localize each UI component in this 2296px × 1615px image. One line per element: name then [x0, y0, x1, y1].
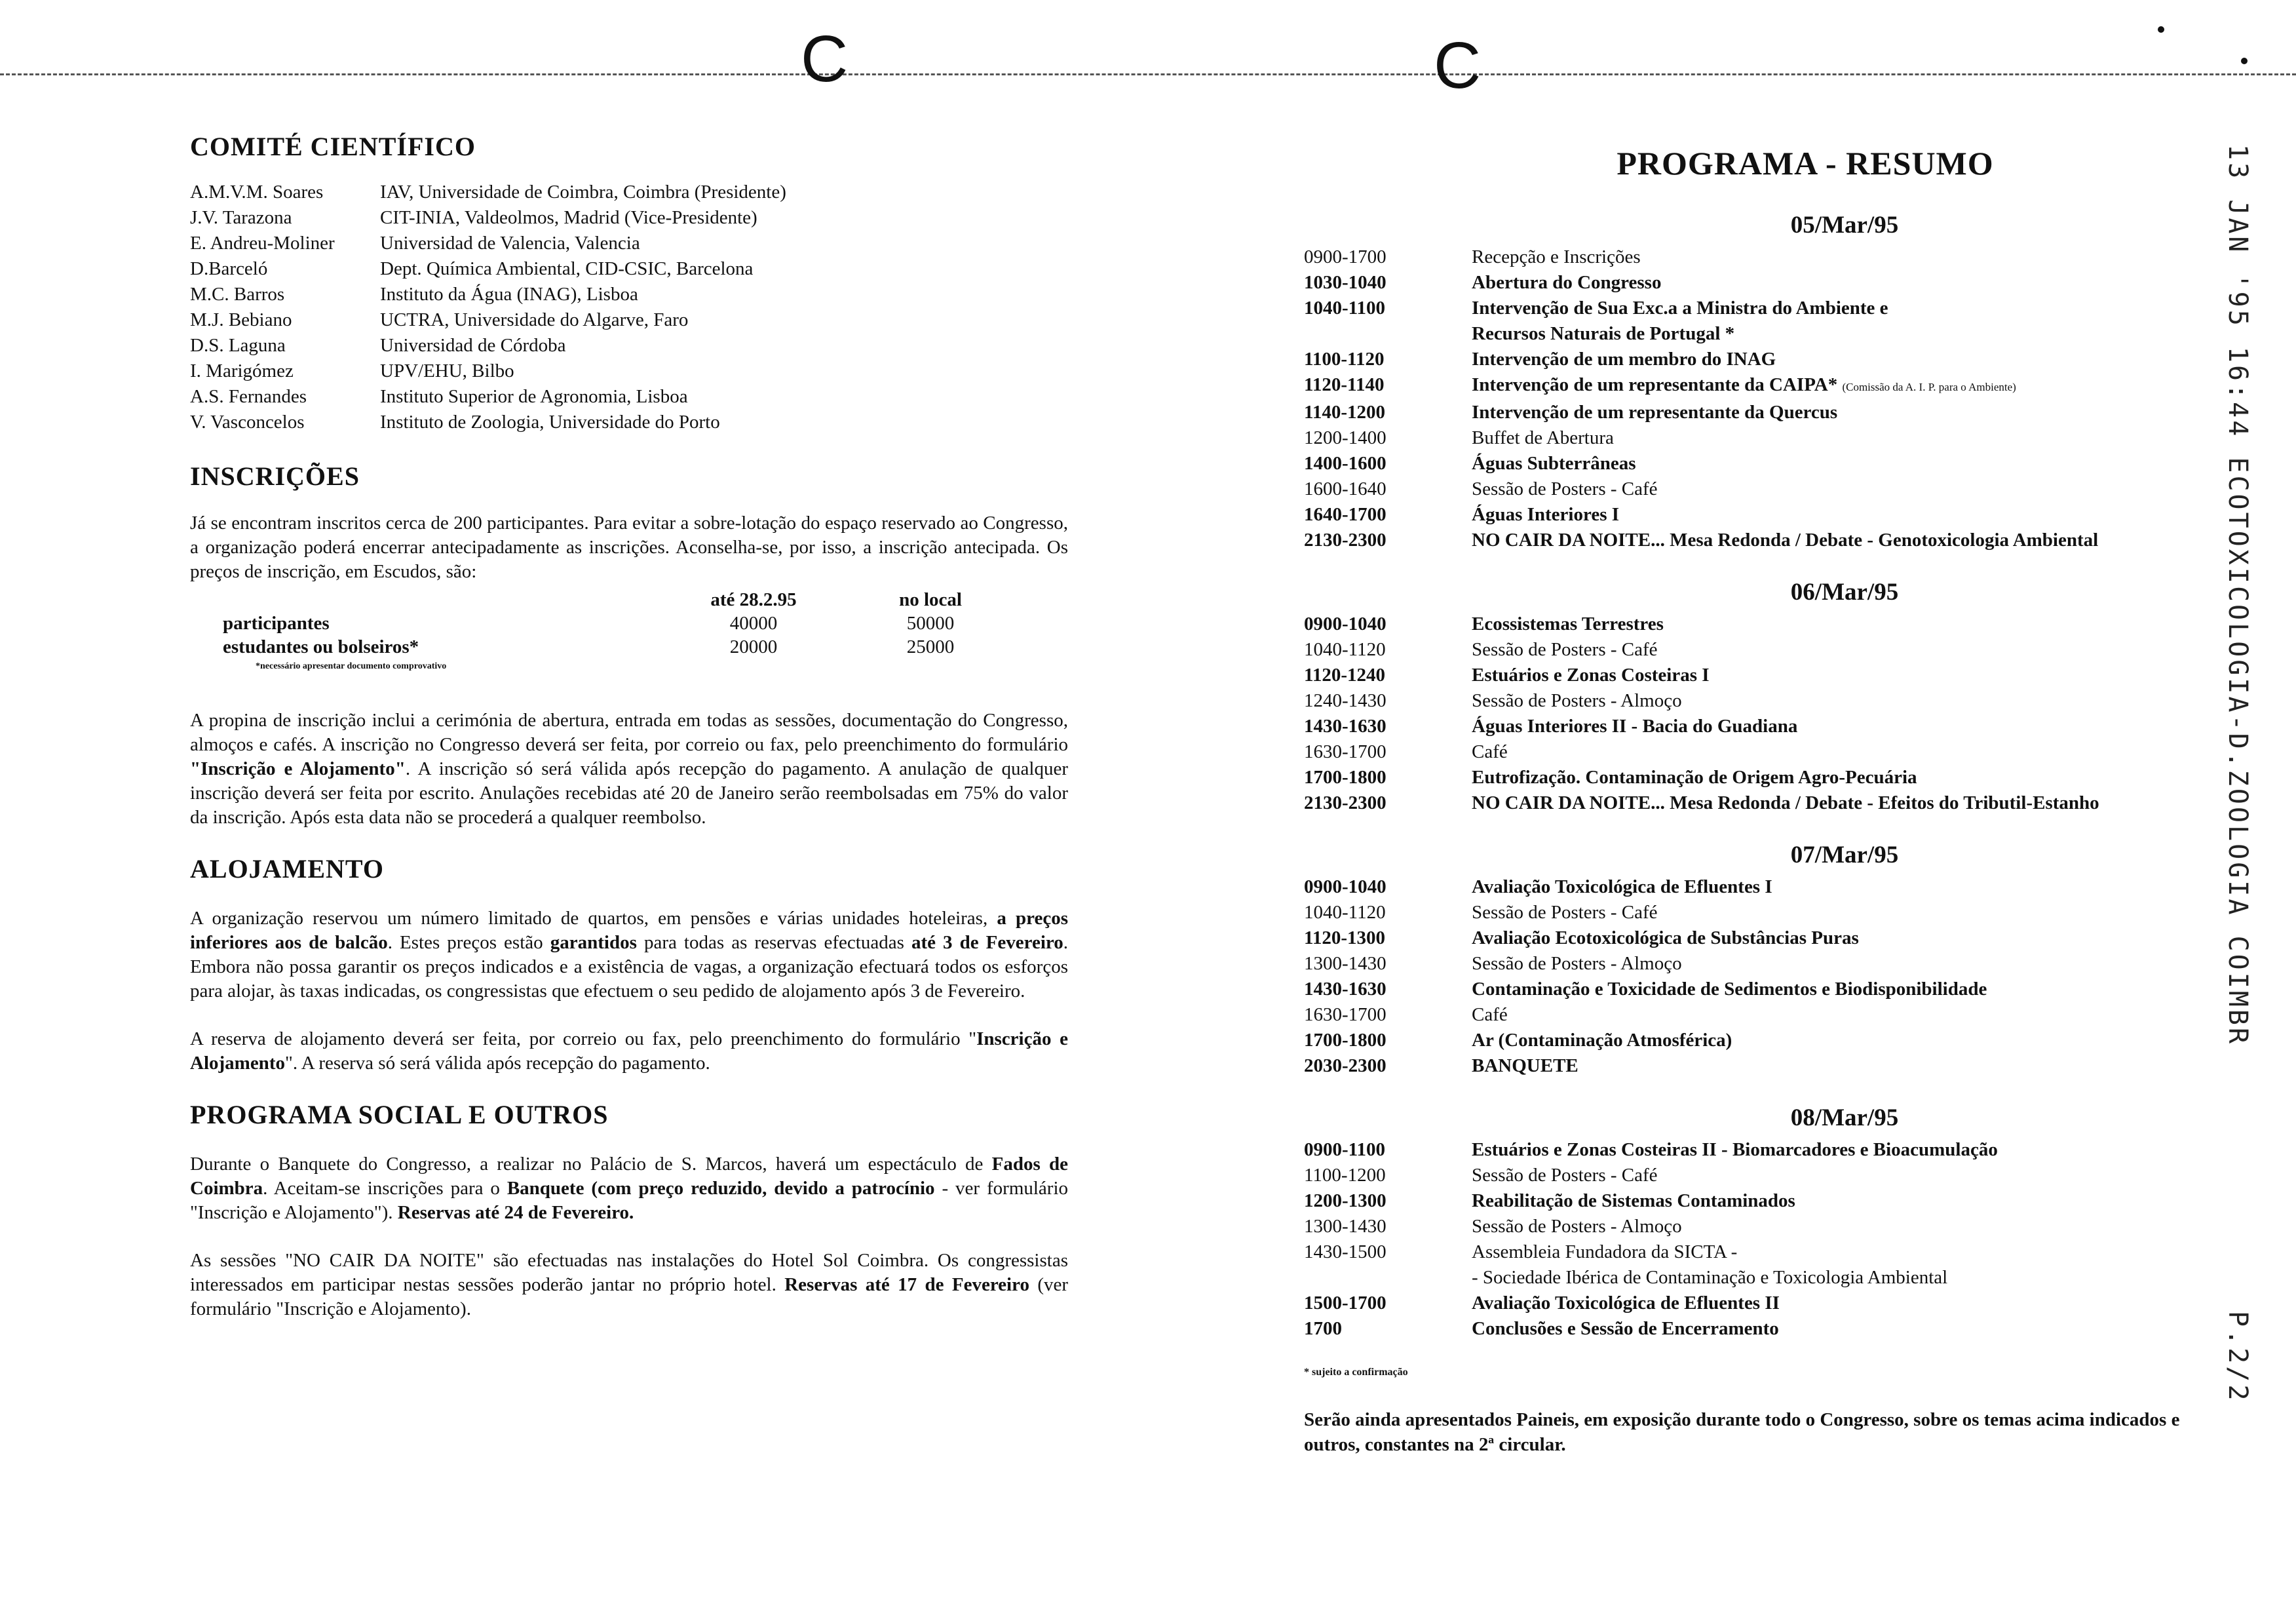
program-item-time: 1500-1700 [1304, 1293, 1387, 1313]
text-run-bold: Inscrição e Alojamento [190, 1028, 1068, 1074]
program-item-text: Avaliação Toxicológica de Efluentes II [1472, 1293, 1780, 1313]
program-item [1304, 528, 2254, 553]
program-item-description [1472, 977, 2254, 1002]
program-closing-note: Serão ainda apresentados Paineis, em exposição durante todo o Congresso, sobre os temas acima indicados e outros, constantes na 2ª circular. [1304, 1409, 2180, 1455]
program-item-text: Café [1472, 741, 1508, 762]
program-item-time: 1300-1430 [1304, 1216, 1387, 1237]
program-item-text: BANQUETE [1472, 1055, 1578, 1076]
price-row [223, 635, 1009, 659]
program-item-text: Estuários e Zonas Costeiras II - Biomarcadores e Bioacumulação [1472, 1139, 1998, 1160]
committee-member-affiliation: Instituto da Água (INAG), Lisboa [380, 284, 638, 305]
program-item-time: 1630-1700 [1304, 741, 1387, 762]
text-run-bold: garantidos [550, 932, 637, 953]
text-run: A organização reservou um número limitado de quartos, em pensões e várias unidades hoteleiras, [190, 908, 988, 929]
text-run: As sessões "NO CAIR DA NOITE" são efectuadas nas instalações do Hotel Sol Coimbra. Os congressistas interessados em participar nestas sessões poderão jantar no próprio hotel. [190, 1250, 1068, 1295]
program-item-time: 1120-1140 [1304, 374, 1385, 395]
program-item-description [1472, 244, 2254, 270]
program-item-description [1472, 1163, 2254, 1188]
price-row [223, 612, 1009, 635]
program-item-text: Café [1472, 1004, 1508, 1025]
committee-list [190, 180, 1068, 435]
program-item-text: Recepção e Inscrições [1472, 246, 1641, 267]
committee-member-affiliation: Instituto de Zoologia, Universidade do Porto [380, 412, 720, 433]
social-paragraph-1 [190, 1152, 1068, 1225]
program-item-note: (Comissão da A. I. P. para o Ambiente) [1842, 381, 2016, 393]
program-item-text: Recursos Naturais de Portugal * [1472, 323, 1735, 344]
right-column [1304, 131, 2254, 1457]
fax-transmission-header: 13 JAN '95 16:44 ECOTOXICOLOGIA-D.ZOOLOGIA COIMBR [2223, 144, 2253, 1047]
program-item-description [1472, 739, 2254, 765]
price-table [223, 588, 1009, 659]
program-item-description [1472, 1137, 2254, 1163]
inscricoes-paragraph [190, 709, 1068, 830]
committee-member-affiliation: Dept. Química Ambiental, CID-CSIC, Barcelona [380, 258, 754, 279]
program-item-description [1472, 1053, 2254, 1079]
program-item-text: Águas Interiores I [1472, 504, 1620, 525]
text-run: . Embora não possa garantir os preços indicados e a existência de vagas, a organização efectuará todos os esforços para alojar, às taxas indicadas, os congressistas que efectuem o seu pedido de alojamento após 3 de Fevereiro. [190, 932, 1069, 1002]
program-item [1304, 1163, 2254, 1188]
social-title: PROGRAMA SOCIAL E OUTROS [190, 1100, 609, 1129]
inscricoes-title: INSCRIÇÕES [190, 461, 360, 491]
program-item-text: Intervenção de Sua Exc.a a Ministra do Ambiente e [1472, 298, 1888, 319]
price-label: estudantes ou bolseiros* [223, 636, 419, 657]
program-item-time: 1120-1240 [1304, 665, 1386, 686]
text-run: A reserva de alojamento deverá ser feita, por correio ou fax, pelo preenchimento do formulário " [190, 1028, 977, 1049]
program-item [1304, 925, 2254, 951]
program-item-text: Águas Interiores II - Bacia do Guadiana [1472, 716, 1798, 737]
program-item-text: Intervenção de um membro do INAG [1472, 349, 1776, 370]
program-item-time: 1100-1120 [1304, 349, 1385, 370]
text-run: - ver formulário "Inscrição e Alojamento"). [190, 1178, 1069, 1223]
program-item-time: 1430-1500 [1304, 1241, 1387, 1262]
program-item-time: 0900-1040 [1304, 613, 1387, 634]
price-local: 25000 [906, 636, 955, 657]
program-item-text: Sessão de Posters - Almoço [1472, 690, 1682, 711]
program-item-time [1304, 1265, 1472, 1291]
program-item [1304, 244, 2254, 270]
program-item-text: Intervenção de um representante da CAIPA* [1472, 374, 1838, 395]
program-item-text: Sessão de Posters - Café [1472, 478, 1658, 499]
program-item-text: Sessão de Posters - Almoço [1472, 953, 1682, 974]
program-item-text: Conclusões e Sessão de Encerramento [1472, 1318, 1779, 1339]
program-item-text: Buffet de Abertura [1472, 427, 1614, 448]
program-item-description [1472, 790, 2254, 816]
program-item [1304, 400, 2254, 425]
program-item-description [1472, 477, 2254, 502]
speck [2158, 26, 2164, 33]
program-item-time: 1630-1700 [1304, 1004, 1387, 1025]
left-column [190, 131, 1068, 1345]
program-item-time: 2130-2300 [1304, 792, 1387, 813]
program-item-text: Avaliação Ecotoxicológica de Substâncias Puras [1472, 927, 1859, 948]
text-run: (ver formulário "Inscrição e Alojamento). [190, 1274, 1069, 1319]
committee-member-name: E. Andreu-Moliner [190, 233, 335, 254]
program-item [1304, 790, 2254, 816]
alojamento-title: ALOJAMENTO [190, 854, 384, 884]
program-item-description [1472, 1214, 2254, 1239]
program-item [1304, 1265, 2254, 1291]
program-item-time: 1200-1300 [1304, 1190, 1387, 1211]
program-item-description [1472, 451, 2254, 477]
program-item-description [1472, 528, 2254, 553]
program-item-time: 1700-1800 [1304, 1030, 1387, 1051]
inscricoes-intro: Já se encontram inscritos cerca de 200 participantes. Para evitar a sobre-lotação do espaço reservado ao Congresso, a organização poderá encerrar antecipadamente as inscrições. Aconselha-se, por isso, a inscrição antecipada. Os preços de inscrição, em Escudos, são: [190, 513, 1068, 582]
program-item-description [1472, 1291, 2254, 1316]
committee-member-affiliation: IAV, Universidade de Coimbra, Coimbra (Presidente) [380, 182, 786, 203]
program-item-time: 0900-1700 [1304, 246, 1387, 267]
program-item-time: 1240-1430 [1304, 690, 1387, 711]
program-item-description [1472, 900, 2254, 925]
committee-member-affiliation: Universidad de Córdoba [380, 335, 566, 356]
program-item-text: Sessão de Posters - Café [1472, 1165, 1658, 1186]
program-item [1304, 1137, 2254, 1163]
program-item-description [1472, 951, 2254, 977]
text-run-bold: até 3 de Fevereiro [911, 932, 1063, 953]
program-item-time: 1100-1200 [1304, 1165, 1386, 1186]
program-item-description [1472, 321, 2254, 347]
program-item [1304, 637, 2254, 663]
program-item-description [1472, 1239, 2254, 1265]
text-run-bold: Reservas até 24 de Fevereiro. [397, 1202, 634, 1223]
form-name: "Inscrição e Alojamento" [190, 758, 406, 779]
committee-member-name: V. Vasconcelos [190, 412, 305, 433]
program-item-description [1472, 612, 2254, 637]
program-day-date: 08/Mar/95 [1790, 1104, 1899, 1131]
program-item-description [1472, 347, 2254, 372]
text-run: A propina de inscrição inclui a cerimónia de abertura, entrada em todas as sessões, documentação do Congresso, almoços e cafés. A inscrição no Congresso deverá ser feita, por correio ou fax, pelo preenchimento do formulário [190, 710, 1068, 755]
text-run: . Aceitam-se inscrições para o [263, 1178, 500, 1199]
program-item-text: Sessão de Posters - Almoço [1472, 1216, 1682, 1237]
speck [2241, 58, 2248, 64]
program-item-text: Contaminação e Toxicidade de Sedimentos e Biodisponibilidade [1472, 979, 1987, 1000]
program-footnote: * sujeito a confirmação [1304, 1367, 1408, 1378]
program-item [1304, 1188, 2254, 1214]
price-early: 40000 [729, 613, 778, 634]
program-item-description [1472, 1188, 2254, 1214]
committee-member-name: A.M.V.M. Soares [190, 182, 324, 203]
program-item-description [1472, 270, 2254, 296]
program-item-time: 1140-1200 [1304, 402, 1386, 423]
program-item [1304, 765, 2254, 790]
program-item-text: Eutrofização. Contaminação de Origem Agro-Pecuária [1472, 767, 1917, 788]
price-label: participantes [223, 613, 330, 634]
program-day-date: 07/Mar/95 [1790, 842, 1899, 868]
program-item-time: 1430-1630 [1304, 979, 1387, 1000]
program-item-time [1304, 321, 1472, 347]
program-item-text: Sessão de Posters - Café [1472, 639, 1658, 660]
program-item-description [1472, 1265, 2254, 1291]
program-item-description [1472, 296, 2254, 321]
program-item-description [1472, 502, 2254, 528]
program-day [1304, 1104, 2254, 1342]
program-item-text: Reabilitação de Sistemas Contaminados [1472, 1190, 1795, 1211]
program-day [1304, 578, 2254, 816]
program-item-text: Ar (Contaminação Atmosférica) [1472, 1030, 1732, 1051]
program-item [1304, 1028, 2254, 1053]
program-item-time: 1640-1700 [1304, 504, 1387, 525]
committee-member-name: I. Marigómez [190, 360, 294, 381]
program-item-text: - Sociedade Ibérica de Contaminação e Toxicologia Ambiental [1472, 1267, 1948, 1288]
program-item [1304, 321, 2254, 347]
program-item-time: 2130-2300 [1304, 530, 1387, 551]
program-item-text: Abertura do Congresso [1472, 272, 1662, 293]
program-item-time: 1700 [1304, 1318, 1342, 1339]
alojamento-paragraph-1 [190, 906, 1068, 1003]
text-run-bold: Banquete (com preço reduzido, devido a patrocínio [507, 1178, 935, 1199]
fax-mark-c: C [1434, 29, 1482, 102]
program-item [1304, 1291, 2254, 1316]
program-day [1304, 211, 2254, 553]
program-item [1304, 951, 2254, 977]
program-item-time: 1040-1120 [1304, 639, 1386, 660]
program-item [1304, 663, 2254, 688]
price-early: 20000 [729, 636, 778, 657]
program-item [1304, 612, 2254, 637]
program-item-description [1472, 688, 2254, 714]
committee-member-name: M.C. Barros [190, 284, 285, 305]
program-item-text: Ecossistemas Terrestres [1472, 613, 1664, 634]
text-run-bold: Fados de Coimbra [190, 1154, 1069, 1199]
program-item-description [1472, 1316, 2254, 1342]
program-item [1304, 1002, 2254, 1028]
program-item-description [1472, 425, 2254, 451]
program-item-description [1472, 637, 2254, 663]
program-item-time: 1430-1630 [1304, 716, 1387, 737]
price-header-local: no local [899, 589, 962, 610]
program-item-time: 1600-1640 [1304, 478, 1387, 499]
committee-member-affiliation: UPV/EHU, Bilbo [380, 360, 514, 381]
program-item-time: 1700-1800 [1304, 767, 1387, 788]
program-days [1304, 211, 2254, 1342]
text-run-bold: a preços inferiores aos de balcão [190, 908, 1068, 953]
committee-title: COMITÉ CIENTÍFICO [190, 132, 476, 161]
program-item [1304, 425, 2254, 451]
program-item-time: 1030-1040 [1304, 272, 1387, 293]
program-item [1304, 1316, 2254, 1342]
social-paragraph-2 [190, 1249, 1068, 1321]
fax-page-number: P.2/2 [2223, 1311, 2253, 1403]
text-run: para todas as reservas efectuadas [643, 932, 904, 953]
program-item [1304, 739, 2254, 765]
fax-mark-c: C [801, 22, 849, 96]
program-item [1304, 1214, 2254, 1239]
program-day-date: 05/Mar/95 [1790, 212, 1899, 239]
alojamento-paragraph-2 [190, 1027, 1068, 1076]
program-item [1304, 714, 2254, 739]
program-item-time: 1120-1300 [1304, 927, 1386, 948]
program-item-description [1472, 765, 2254, 790]
program-item-text: Sessão de Posters - Café [1472, 902, 1658, 923]
program-item-time: 1300-1430 [1304, 953, 1387, 974]
price-local: 50000 [906, 613, 955, 634]
program-item-text: NO CAIR DA NOITE... Mesa Redonda / Debate - Efeitos do Tributil-Estanho [1472, 792, 2099, 813]
program-item [1304, 270, 2254, 296]
program-item-description [1472, 874, 2254, 900]
program-item [1304, 900, 2254, 925]
program-item [1304, 477, 2254, 502]
program-title: PROGRAMA - RESUMO [1617, 145, 1994, 182]
price-header-row [223, 588, 1009, 612]
program-item [1304, 347, 2254, 372]
text-run: Durante o Banquete do Congresso, a realizar no Palácio de S. Marcos, haverá um espectáculo de [190, 1154, 984, 1175]
program-item-time: 1040-1120 [1304, 902, 1386, 923]
program-item-text: Assembleia Fundadora da SICTA - [1472, 1241, 1738, 1262]
program-item-time: 0900-1040 [1304, 876, 1387, 897]
program-item [1304, 296, 2254, 321]
price-note: *necessário apresentar documento comprovativo [256, 661, 447, 671]
committee-member-name: D.S. Laguna [190, 335, 286, 356]
text-run: . A inscrição só será válida após recepção do pagamento. A anulação de qualquer inscrição deverá ser feita por escrito. Anulações recebidas até 20 de Janeiro serão reembolsadas em 75% do valor da inscrição. Após esta data não se procederá a qualquer reembolso. [190, 758, 1068, 828]
program-item-text: Avaliação Toxicológica de Efluentes I [1472, 876, 1772, 897]
program-item-time: 1200-1400 [1304, 427, 1387, 448]
committee-member-affiliation: Universidad de Valencia, Valencia [380, 233, 640, 254]
committee-member-affiliation: UCTRA, Universidade do Algarve, Faro [380, 309, 689, 330]
program-item-text: Estuários e Zonas Costeiras I [1472, 665, 1710, 686]
committee-member-name: J.V. Tarazona [190, 207, 292, 228]
committee-member-name: D.Barceló [190, 258, 268, 279]
program-item-text: Intervenção de um representante da Quercus [1472, 402, 1838, 423]
text-run: ". A reserva só será válida após recepção do pagamento. [284, 1053, 710, 1074]
program-item-description [1472, 663, 2254, 688]
price-header-early: até 28.2.95 [710, 589, 797, 610]
program-item [1304, 1239, 2254, 1265]
program-item [1304, 502, 2254, 528]
program-item-time: 1040-1100 [1304, 298, 1386, 319]
program-item-description [1472, 400, 2254, 425]
program-day [1304, 841, 2254, 1079]
committee-member-affiliation: CIT-INIA, Valdeolmos, Madrid (Vice-Presidente) [380, 207, 757, 228]
program-day-date: 06/Mar/95 [1790, 579, 1899, 606]
program-item [1304, 372, 2254, 400]
program-item [1304, 451, 2254, 477]
committee-member-affiliation: Instituto Superior de Agronomia, Lisboa [380, 386, 688, 407]
program-item [1304, 1053, 2254, 1079]
text-run: . Estes preços estão [387, 932, 543, 953]
program-item-description [1472, 1002, 2254, 1028]
committee-member-name: A.S. Fernandes [190, 386, 307, 407]
text-run-bold: Reservas até 17 de Fevereiro [784, 1274, 1029, 1295]
program-item-text: NO CAIR DA NOITE... Mesa Redonda / Debate - Genotoxicologia Ambiental [1472, 530, 2099, 551]
fax-top-rule [0, 73, 2296, 75]
program-item-description [1472, 372, 2254, 400]
program-item [1304, 688, 2254, 714]
program-item-time: 1400-1600 [1304, 453, 1387, 474]
program-item-description [1472, 714, 2254, 739]
program-item-text: Águas Subterrâneas [1472, 453, 1636, 474]
program-item [1304, 874, 2254, 900]
committee-member-name: M.J. Bebiano [190, 309, 292, 330]
program-item-description [1472, 1028, 2254, 1053]
program-item-description [1472, 925, 2254, 951]
program-item-time: 0900-1100 [1304, 1139, 1386, 1160]
program-item-time: 2030-2300 [1304, 1055, 1387, 1076]
program-item [1304, 977, 2254, 1002]
